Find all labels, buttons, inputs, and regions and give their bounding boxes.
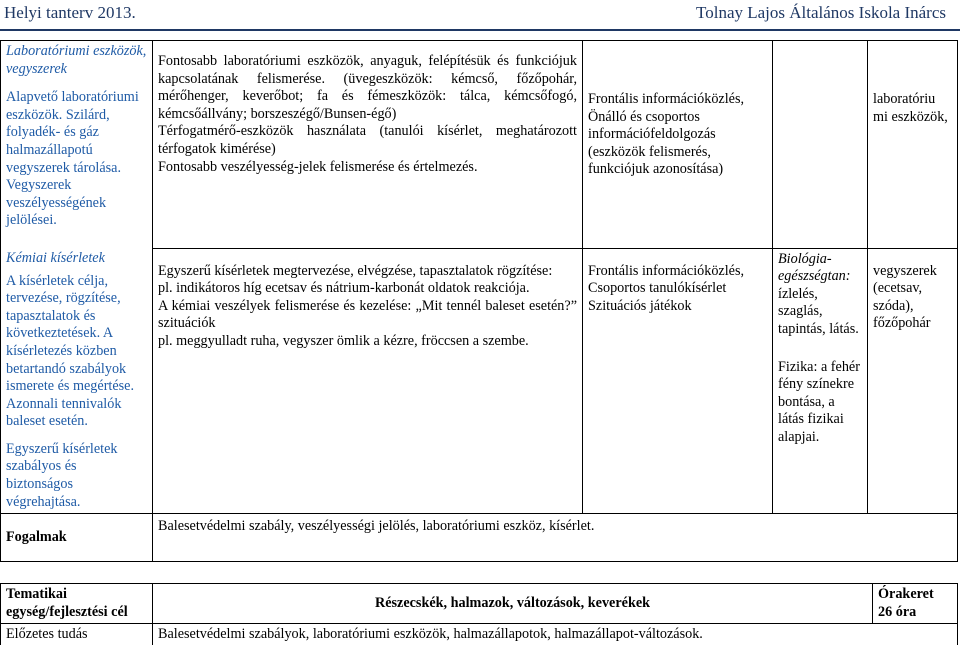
content-text: Egyszerű kísérletek szabályos és biztonságos végrehajtása.	[6, 440, 118, 510]
activity-cell	[153, 41, 583, 249]
prior-text: Balesetvédelmi szabályok, laboratóriumi eszközök, halmazállapotok, halmazállapot-változások.	[158, 626, 703, 643]
hours-label: Órakeret	[878, 586, 934, 602]
activity-cell	[153, 248, 583, 514]
connection-text: Fizika: a fehér fény színekre bontása, a látás fizikai alapjai.	[778, 358, 860, 445]
tools-cell	[868, 41, 958, 249]
fogalmak-label	[1, 514, 153, 562]
method-text: Frontális információközlés, Csoportos tanulókísérlet Szituációs játékok	[588, 262, 745, 314]
hours-cell	[873, 584, 958, 624]
table-row	[1, 584, 958, 624]
method-text: Frontális információközlés, Önálló és csoportos információfeldolgozás (eszközök felismerés, funkciójuk azonosítása)	[588, 91, 745, 178]
connection-text: ízlelés, szaglás, tapintás, látás.	[778, 285, 859, 337]
activity-text: pl. indikátoros híg ecetsav és nátrium-karbonát oldatok reakciója.	[158, 280, 530, 297]
prior-label: Előzetes tudás	[6, 626, 88, 643]
activity-text: pl. meggyulladt ruha, vegyszer ömlik a kézre, fröccsen a szembe.	[158, 332, 529, 349]
content-cell	[1, 41, 153, 514]
prior-label-cell	[1, 624, 153, 645]
prior-text-cell	[153, 624, 958, 645]
tools-cell	[868, 248, 958, 514]
theme-label: Tematikai egység/fejlesztési cél	[6, 586, 128, 620]
theme-topic-cell	[153, 584, 873, 624]
content-heading: Kémiai kísérletek	[6, 249, 105, 266]
fogalmak-text-cell	[153, 514, 958, 562]
activity-text: Térfogatmérő-eszközök használata (tanulói kísérlet, meghatározott térfogatok kimérése)	[158, 123, 577, 157]
connection-heading: Biológia-egészségtan:	[778, 250, 851, 285]
fogalmak-label-text: Fogalmak	[6, 528, 67, 545]
connection-cell	[773, 41, 868, 249]
fogalmak-text: Balesetvédelmi szabály, veszélyességi jelölés, laboratóriumi eszköz, kísérlet.	[158, 518, 595, 535]
content-text: A kísérletek célja, tervezése, rögzítése, tapasztalatok és következtetések. A kísérletezés közben betartandó szabályok ismerete és megértése. Azonnali tennivalók baleset esetén.	[6, 272, 135, 430]
method-cell	[583, 41, 773, 249]
table-row	[1, 514, 958, 562]
tools-text: laboratóriu mi eszközök,	[873, 91, 948, 125]
header-divider	[0, 29, 960, 31]
header-left-title: Helyi tanterv 2013.	[4, 3, 136, 22]
tools-text: vegyszerek (ecetsav, szóda), főzőpohár	[873, 262, 937, 332]
hours-value: 26 óra	[878, 603, 917, 620]
curriculum-table	[0, 40, 958, 562]
connection-cell	[773, 248, 868, 514]
theme-topic: Részecskék, halmazok, változások, keverékek	[374, 594, 651, 611]
content-text: Alapvető laboratóriumi eszközök. Szilárd, folyadék- és gáz halmazállapotú vegyszerek tárolása. Vegyszerek veszélyességének jelölései.	[6, 89, 139, 229]
activity-text: Egyszerű kísérletek megtervezése, elvégzése, tapasztalatok rögzítése:	[158, 262, 553, 279]
theme-label-cell	[1, 584, 153, 624]
activity-text: Fontosabb laboratóriumi eszközök, anyaguk, felépítésük és funkciójuk kapcsolatának felismerése. (üvegeszközök: kémcső, főzőpohár, mérőhenger, keverőbot; fa és fémeszközök: tálca, kémcsőfogó, kémcsőállvány; borszeszégő/Bunsen-égő)	[158, 53, 577, 122]
table-row	[1, 41, 958, 249]
method-cell	[583, 248, 773, 514]
summary-table	[0, 583, 958, 645]
content-heading: Laboratóriumi eszközök, vegyszerek	[6, 43, 147, 77]
table-row	[1, 624, 958, 645]
header-right-title: Tolnay Lajos Általános Iskola Inárcs	[696, 3, 946, 22]
activity-text: A kémiai veszélyek felismerése és kezelése: „Mit tennél baleset esetén?” szituációk	[158, 297, 577, 332]
activity-text: Fontosabb veszélyesség-jelek felismerése és értelmezés.	[158, 158, 478, 175]
